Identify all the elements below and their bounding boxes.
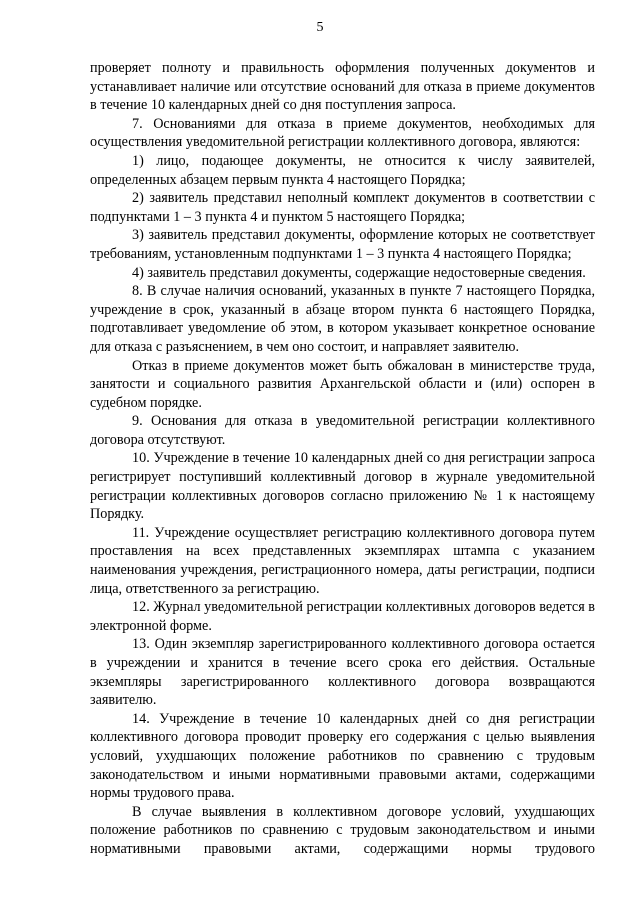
paragraph-item-7: 7. Основаниями для отказа в приеме документов, необходимых для осуществления уведомительной регистрации коллективного договора, являются: xyxy=(90,115,595,151)
paragraph-subitem-4: 4) заявитель представил документы, содержащие недостоверные сведения. xyxy=(132,264,586,281)
paragraph-item-13: 13. Один экземпляр зарегистрированного коллективного договора остается в учреждении и хранится в течение всего срока его действия. Остальные экземпляры зарегистрированного коллективного договора возвращаются заявителю. xyxy=(90,636,595,709)
paragraph-item-8: 8. В случае наличия оснований, указанных в пункте 7 настоящего Порядка, учреждение в срок, указанный в абзаце втором пункта 6 настоящего Порядка, подготавливает уведомление об этом, в котором указывает конкретное основание для отказа с разъяснением, в чем оно состоит, и направляет заявителю. xyxy=(90,283,595,355)
paragraph-subitem-2: 2) заявитель представил неполный комплект документов в соответствии с подпунктами 1 – 3 пункта 4 и пунктом 5 настоящего Порядка; xyxy=(90,190,595,225)
paragraph-appeal: Отказ в приеме документов может быть обжалован в министерстве труда, занятости и социального развития Архангельской области и (или) оспорен в судебном порядке. xyxy=(90,357,595,411)
paragraph-item-10: 10. Учреждение в течение 10 календарных дней со дня регистрации запроса регистрирует поступивший коллективный договор в журнале уведомительной регистрации коллективных договоров согласно приложению № 1 к настоящему Порядку. xyxy=(90,450,595,523)
paragraph-continuation: проверяет полноту и правильность оформления полученных документов и устанавливает наличие или отсутствие оснований для отказа в приеме документов в течение 10 календарных дней со дня поступления запроса. xyxy=(90,60,595,114)
page-number: 5 xyxy=(316,20,324,35)
paragraph-subitem-1: 1) лицо, подающее документы, не относится к числу заявителей, определенных абзацем первым пункта 4 настоящего Порядка; xyxy=(90,152,595,188)
document-body xyxy=(90,59,595,859)
paragraph-violations: В случае выявления в коллективном договоре условий, ухудшающих положение работников по сравнению с трудовым законодательством и иными нормативными правовыми актами, содержащими нормы трудового xyxy=(90,803,595,857)
paragraph-item-12: 12. Журнал уведомительной регистрации коллективных договоров ведется в электронной форме. xyxy=(90,599,595,634)
paragraph-item-11: 11. Учреждение осуществляет регистрацию коллективного договора путем проставления на всех представленных экземплярах штампа с указанием наименования учреждения, регистрационного номера, даты регистрации, подписи лица, ответственного за регистрацию. xyxy=(90,524,595,597)
paragraph-subitem-3: 3) заявитель представил документы, оформление которых не соответствует требованиям, установленным подпунктами 1 – 3 пункта 4 настоящего Порядка; xyxy=(90,227,595,262)
paragraph-item-14: 14. Учреждение в течение 10 календарных дней со дня регистрации коллективного договора проводит проверку его содержания с целью выявления условий, ухудшающих положение работников по сравнению с трудовым законодательством и иными нормативными правовыми актами, содержащими нормы трудового права. xyxy=(90,710,595,802)
paragraph-item-9: 9. Основания для отказа в уведомительной регистрации коллективного договора отсутствуют. xyxy=(90,413,595,448)
